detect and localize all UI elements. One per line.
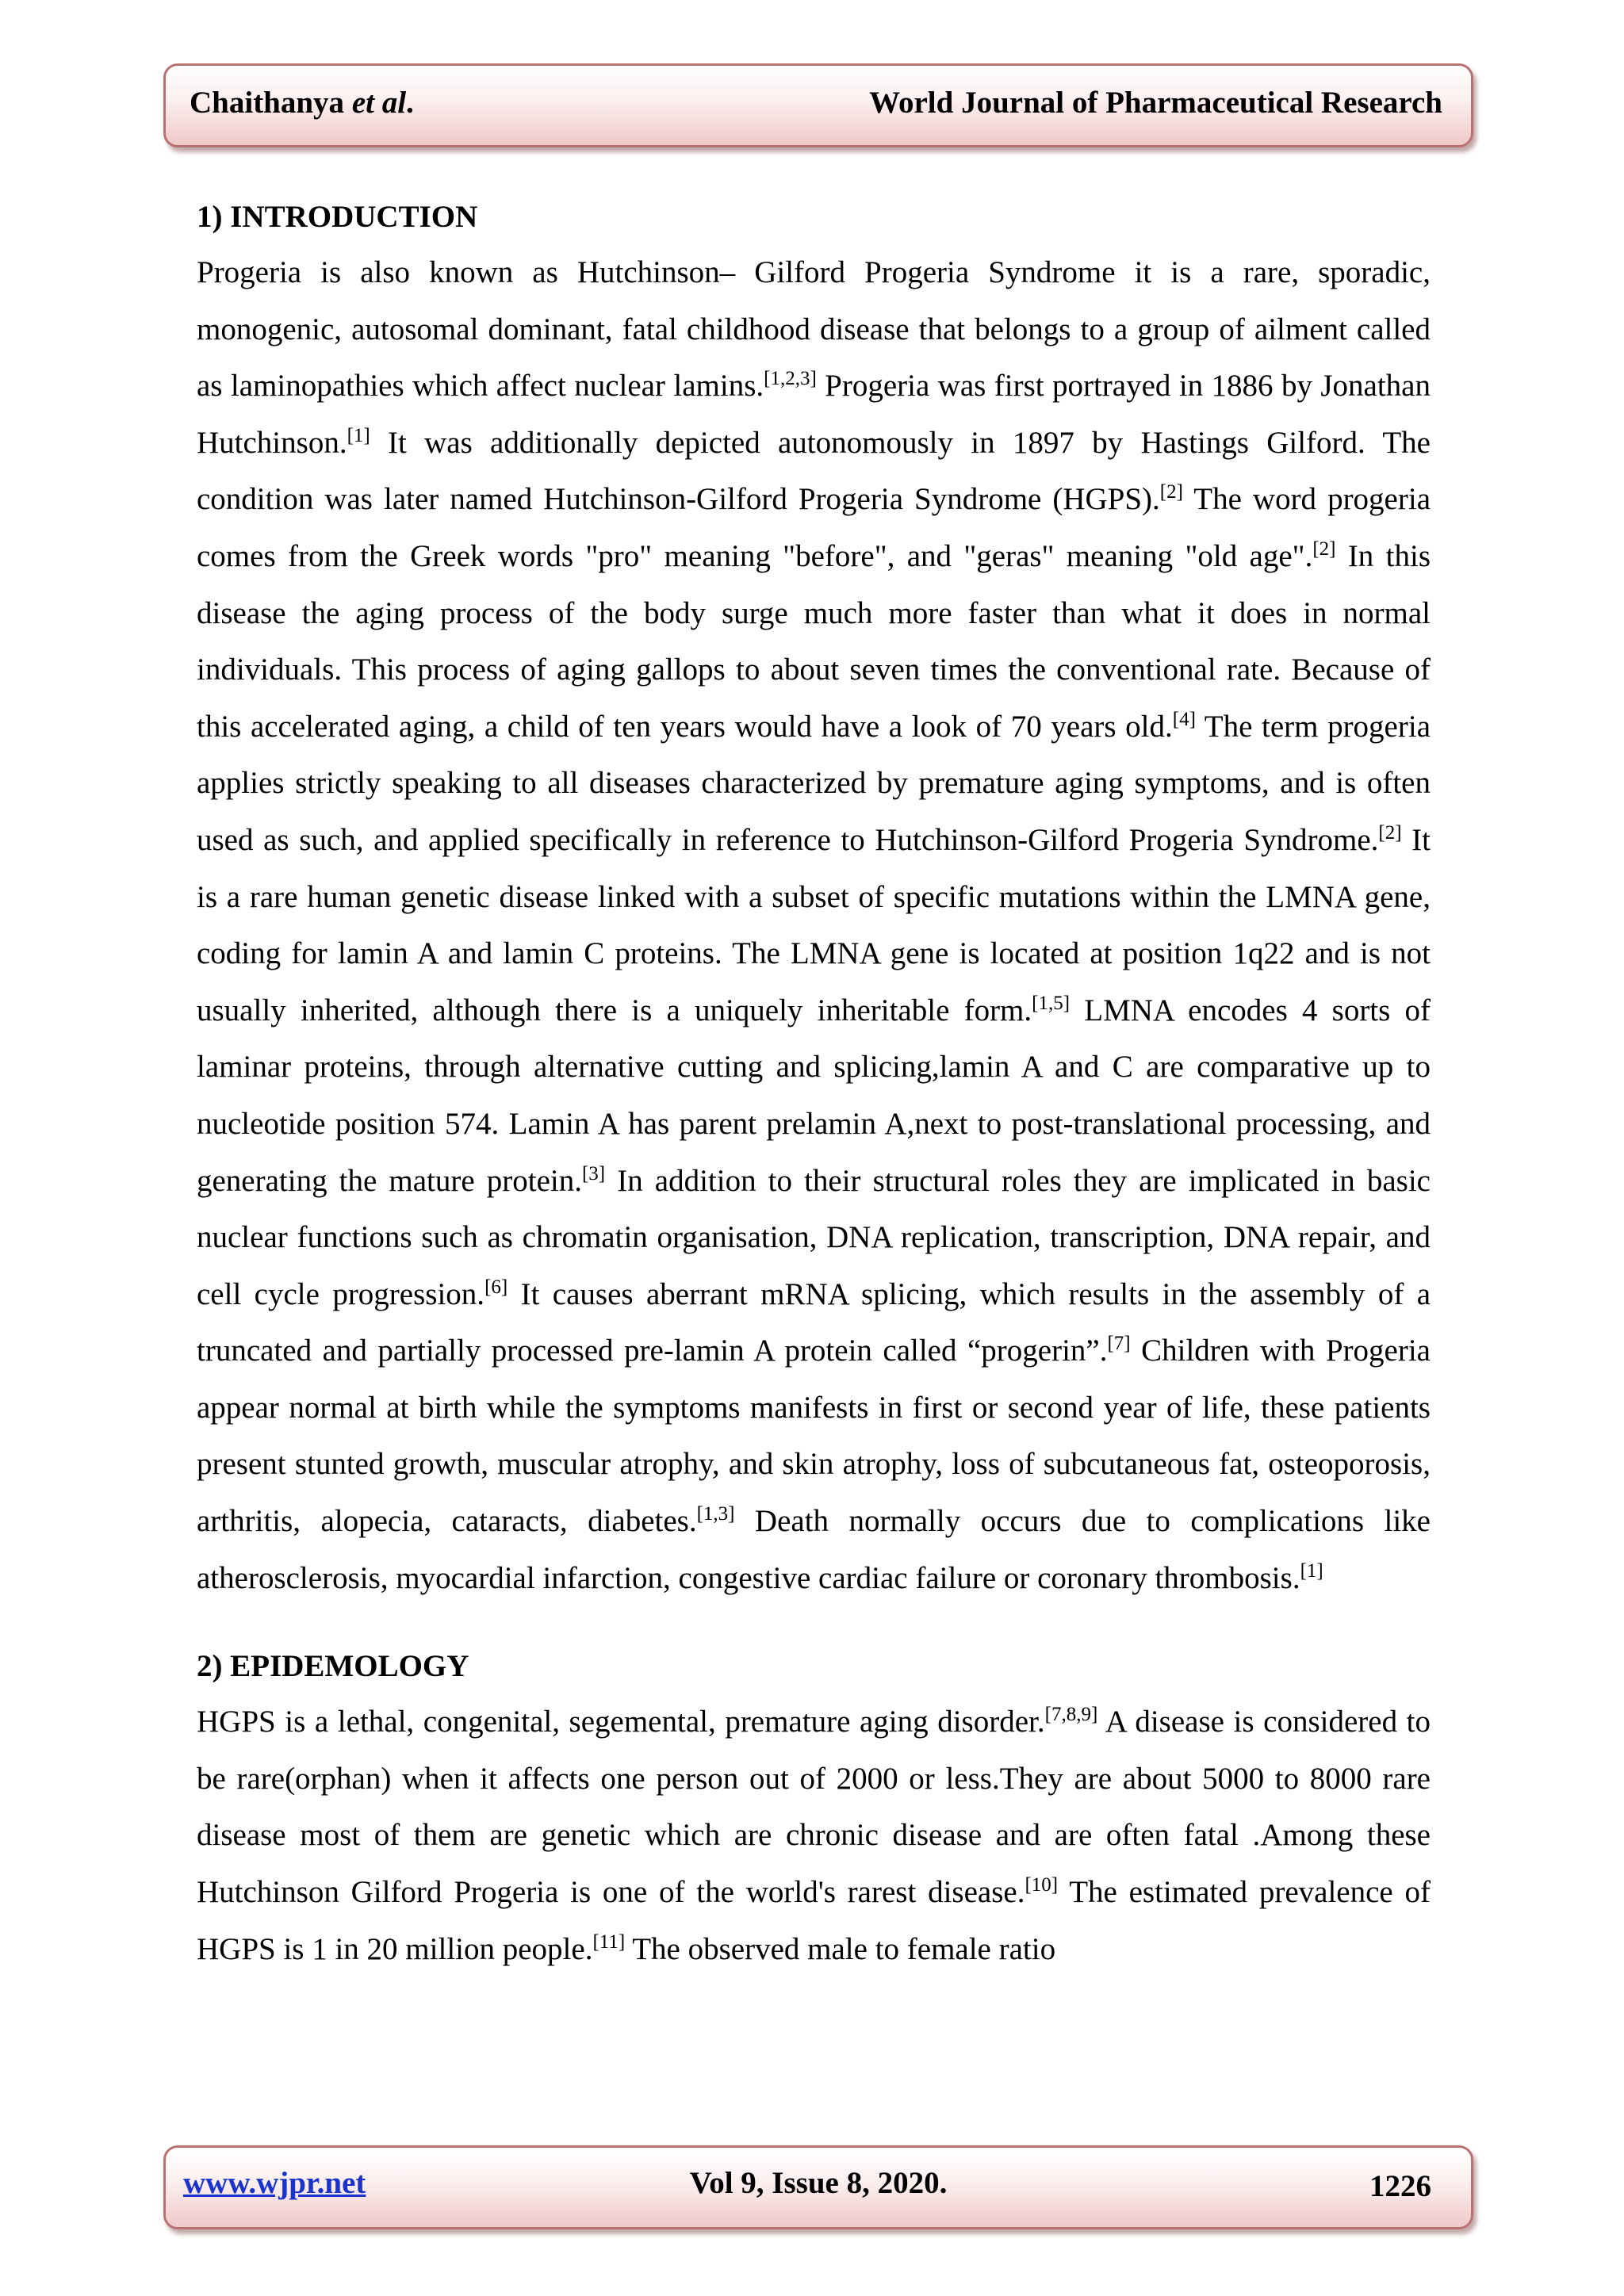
citation: [3] [581,1162,606,1184]
text-run: Children with Progeria appear normal at birth while the symptoms manifests in first or second year of life, these patients present stunted growth, muscular atrophy, and skin atrophy, loss of subcutaneous fat, osteoporosis, arthritis, alopecia, cataracts, diabetes. [197,1334,1431,1539]
text-run: Progeria was first portrayed in 1886 by Jonathan Hutchinson. [197,369,1431,460]
text-run: The estimated prevalence of HGPS is 1 in 20 million people. [197,1875,1431,1966]
citation: [1] [347,424,370,446]
issue-info: Vol 9, Issue 8, 2020. [689,2166,948,2200]
citation: [10] [1025,1874,1059,1896]
citation: [11] [592,1931,626,1953]
section-spacer [197,1606,1431,1640]
text-run: A disease is considered to be rare(orphan) when it affects one person out of 2000 or less.They are about 5000 to 8000 rare disease most of them are genetic which are chronic disease and are often fatal .Among these Hutchinson Gilford Progeria is one of the world's rarest disease. [197,1705,1431,1910]
citation: [1,3] [696,1503,735,1525]
header-author [190,85,414,121]
section-heading-introduction: 1) INTRODUCTION [197,200,478,234]
citation: [2] [1159,481,1183,503]
text-run: The observed male to female ratio [625,1931,1056,1966]
citation: [7] [1107,1333,1131,1355]
page-number: 1226 [1369,2169,1431,2203]
citation: [1,5] [1032,992,1071,1014]
author-period: . [406,86,414,120]
text-run: HGPS is a lethal, congenital, segemental, premature aging disorder. [197,1705,1045,1739]
header-journal: World Journal of Pharmaceutical Research [869,86,1442,120]
text-run: Progeria is also known as Hutchinson– Gilford Progeria Syndrome it is a rare, sporadic, monogenic, autosomal dominant, fatal childhood disease that belongs to a group of ailment called as laminopathies which affect nuclear lamins. [197,255,1431,404]
text-run: It is a rare human genetic disease linked with a subset of specific mutations within the LMNA gene, coding for lamin A and lamin C proteins. The LMNA gene is located at position 1q22 and is not usually inherited, although there is a uniquely inheritable form. [197,822,1431,1027]
article-body [197,190,1431,1977]
text-run: Death normally occurs due to complications like atherosclerosis, myocardial infarction, congestive cardiac failure or coronary thrombosis. [197,1504,1431,1595]
running-footer [163,2145,1473,2229]
section-heading-epidemiology: 2) EPIDEMOLOGY [197,1649,469,1684]
journal-website-link[interactable]: www.wjpr.net [183,2166,366,2200]
epidemiology-paragraph [197,1693,1431,1977]
text-run: It causes aberrant mRNA splicing, which results in the assembly of a truncated and partially processed pre-lamin A protein called “progerin”. [197,1276,1431,1368]
citation: [2] [1312,538,1336,560]
text-run: The term progeria applies strictly speaking to all diseases characterized by premature aging symptoms, and is often used as such, and applied specifically in reference to Hutchinson-Gilford Progeria Syndrome. [197,709,1431,857]
text-run: In this disease the aging process of the body surge much more faster than what it does in normal individuals. This process of aging gallops to about seven times the conventional rate. Because of this accelerated aging, a child of ten years would have a look of 70 years old. [197,538,1431,744]
citation: [1,2,3] [764,368,817,390]
running-header [163,63,1473,147]
text-run: LMNA encodes 4 sorts of laminar proteins, through alternative cutting and splicing,lamin A and C are comparative up to nucleotide position 574. Lamin A has parent prelamin A,next to post-translational processing, and generating the mature protein. [197,993,1431,1198]
citation: [4] [1172,708,1196,730]
text-run: It was additionally depicted autonomously in 1897 by Hastings Gilford. The condition was later named Hutchinson-Gilford Progeria Syndrome (HGPS). [197,425,1431,517]
author-name: Chaithanya [190,86,345,120]
citation: [6] [485,1276,508,1298]
citation: [7,8,9] [1044,1704,1098,1726]
text-run: The word progeria comes from the Greek words "pro" meaning "before", and "geras" meaning "old age". [197,482,1431,573]
introduction-paragraph [197,244,1431,1606]
author-suffix: et al [351,86,407,120]
citation: [2] [1378,821,1402,844]
text-run: In addition to their structural roles they are implicated in basic nuclear functions such as chromatin organisation, DNA replication, transcription, DNA repair, and cell cycle progression. [197,1163,1431,1311]
citation: [1] [1300,1559,1323,1582]
